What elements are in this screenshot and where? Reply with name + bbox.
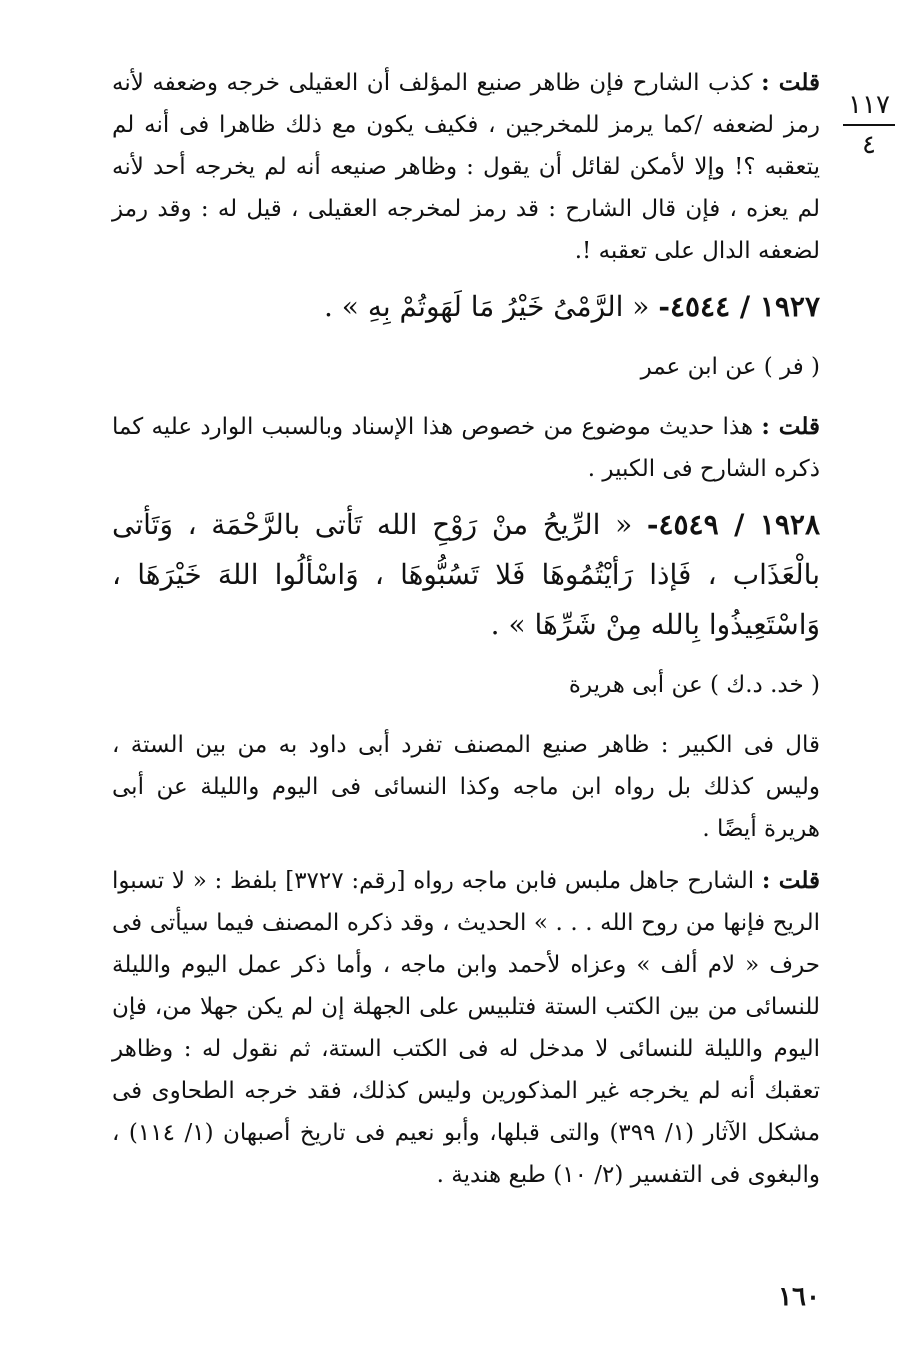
main-text [112, 62, 820, 1206]
hadith-source: ( فر ) عن ابن عمر [640, 354, 820, 380]
paragraph-quote: قال فى الكبير : ظاهر صنيع المصنف تفرد أبى داود به من بين الستة ، وليس كذلك بل رواه ابن ماجه وكذا النسائى فى اليوم والليلة عن أبى هريرة أيضًا . [112, 732, 820, 842]
page-number: ١٦٠ [778, 1282, 820, 1312]
hadith-number: ١٩٢٧ / ٤٥٤٤- [658, 290, 820, 323]
paragraph-lead: قلت : [761, 69, 820, 96]
margin-note-top: ١١٧ [848, 90, 890, 120]
margin-note-bottom: ٤ [862, 130, 876, 160]
hadith-text: « الرِّيحُ منْ رَوْحِ الله تَأتى بالرَّحْمَة ، وَتَأتى بالْعَذَاب ، فَإذا رَأيْتُمُوهَا فَلا تَسُبُّوهَا ، وَاسْألُوا اللهَ خَيْرَهَا ، وَاسْتَعِيذُوا بِالله مِنْ شَرِّهَا » . [112, 508, 820, 641]
margin-note-separator [843, 124, 895, 126]
paragraph-text: كذب الشارح فإن ظاهر صنيع المؤلف أن العقيلى خرجه وضعفه لأنه رمز لضعفه /كما يرمز للمخرجين ، فكيف يكون مع ذلك ظاهرا فى أنه لم يتعقبه ؟! وإلا لأمكن لقائل أن يقول : وظاهر صنيعه أنه لم يخرجه أحد لأنه لم يعزه ، فإن قال الشارح : قد رمز لمخرجه العقيلى ، قيل له : وقد رمز لضعفه الدال على تعقبه !. [112, 70, 820, 264]
paragraph-lead: قلت : [761, 867, 820, 894]
hadith-text: « الرَّمْىُ خَيْرُ مَا لَهَوتُمْ بِهِ » . [323, 290, 659, 323]
paragraph-lead: قلت : [761, 413, 820, 440]
hadith-source: ( خد. د.ك ) عن أبى هريرة [568, 672, 820, 698]
paragraph-text: هذا حديث موضوع من خصوص هذا الإسناد وبالسبب الوارد عليه كما ذكره الشارح فى الكبير . [112, 414, 820, 482]
paragraph-text: الشارح جاهل ملبس فابن ماجه رواه [رقم: ٣٧٢٧] بلفظ : « لا تسبوا الريح فإنها من روح الله . . . » الحديث ، وقد ذكره المصنف فيما سيأتى فى حرف « لام ألف » وعزاه لأحمد وابن ماجه ، وأما ذكر عمل اليوم والليلة للنسائى من بين الكتب الستة فتلبيس على الجهلة إن لم يكن جهلا من، فإن اليوم والليلة للنسائى لا مدخل له فى الكتب الستة، ثم نقول له : وظاهر تعقبك أنه لم يخرجه غير المذكورين وليس كذلك، فقد خرجه الطحاوى فى مشكل الآثار (١/ ٣٩٩) والتى قبلها، وأبو نعيم فى تاريخ أصبهان (١/ ١١٤) ، والبغوى فى التفسير (٢/ ١٠) طبع هندية . [112, 868, 821, 1188]
paragraph-commentary [112, 406, 820, 490]
hadith-entry [112, 282, 820, 332]
hadith-entry [112, 500, 820, 650]
hadith-number: ١٩٢٨ / ٤٥٤٩- [646, 508, 820, 541]
paragraph-commentary [112, 62, 820, 272]
paragraph-commentary [112, 860, 820, 1196]
margin-note [838, 90, 900, 160]
